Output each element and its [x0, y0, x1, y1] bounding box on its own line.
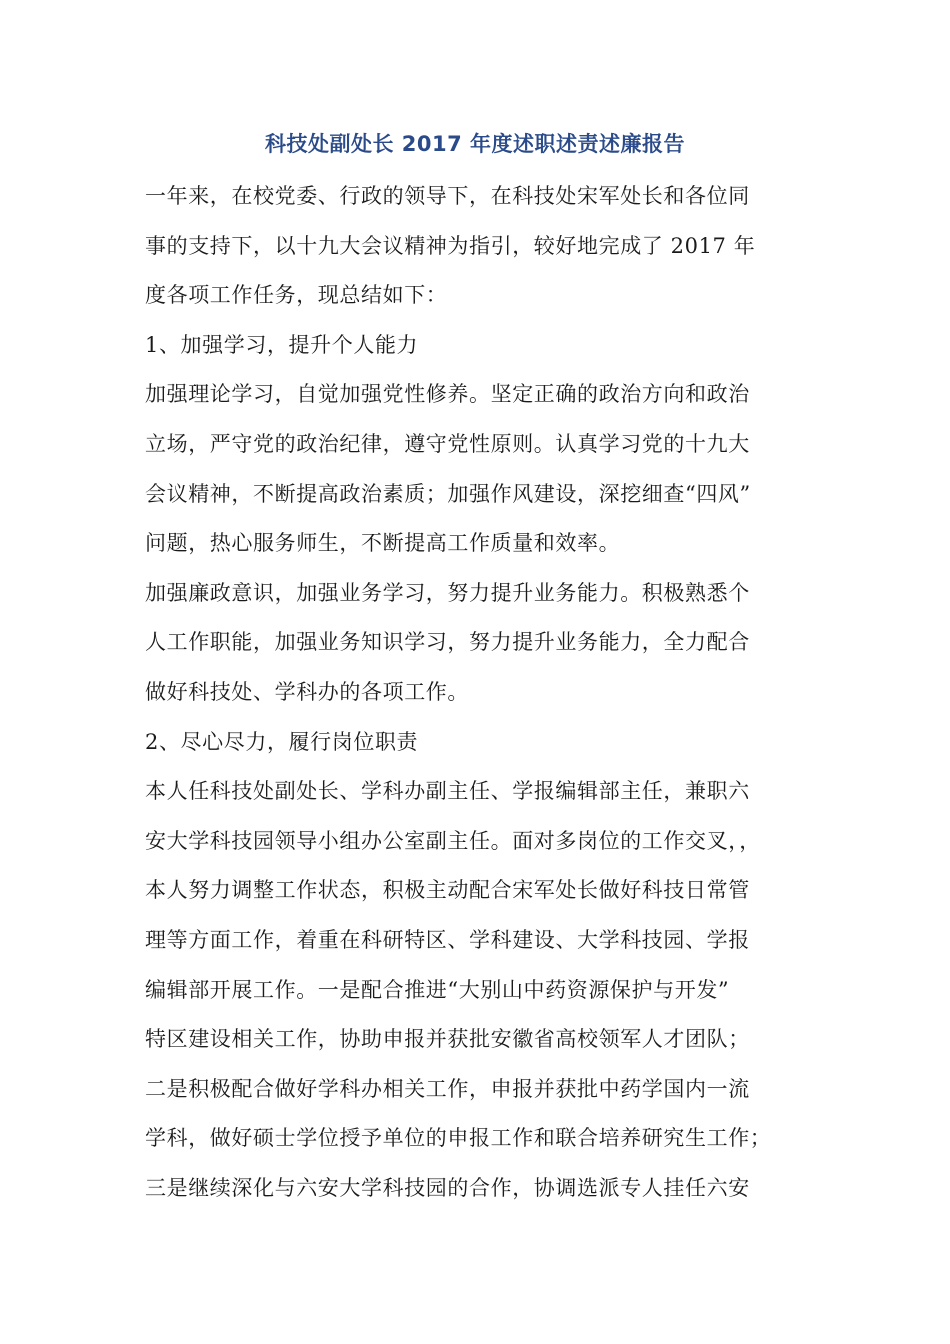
paragraph-line: 做好科技处、学科办的各项工作。 — [145, 679, 469, 704]
paragraph-line: 人工作职能，加强业务知识学习，努力提升业务能力，全力配合 — [145, 630, 750, 655]
paragraph-line: 事的支持下，以十九大会议精神为指引，较好地完成了 2017 年 — [145, 233, 756, 258]
section-heading: 1、加强学习，提升个人能力 — [145, 332, 419, 357]
paragraph-line: 度各项工作任务，现总结如下： — [145, 283, 448, 308]
paragraph-line: 编辑部开展工作。一是配合推进“大别山中药资源保护与开发” — [145, 977, 730, 1002]
paragraph-line: 本人任科技处副处长、学科办副主任、学报编辑部主任，兼职六 — [145, 779, 750, 804]
paragraph-line: 加强理论学习，自觉加强党性修养。坚定正确的政治方向和政治 — [145, 382, 750, 407]
paragraph-line: 二是积极配合做好学科办相关工作，申报并获批中药学国内一流 — [145, 1076, 750, 1101]
paragraph-line: 本人努力调整工作状态，积极主动配合宋军处长做好科技日常管 — [145, 878, 750, 903]
document-title: 科技处副处长 2017 年度述职述责述廉报告 — [264, 132, 686, 156]
paragraph-line: 安大学科技园领导小组办公室副主任。面对多岗位的工作交叉，， — [145, 828, 761, 853]
document-body — [145, 172, 805, 1213]
paragraph-line: 理等方面工作，着重在科研特区、学科建设、大学科技园、学报 — [145, 927, 750, 952]
paragraph-line: 学科，做好硕士学位授予单位的申报工作和联合培养研究生工作； — [145, 1126, 772, 1151]
section-heading: 2、尽心尽力，履行岗位职责 — [145, 729, 419, 754]
paragraph-line: 三是继续深化与六安大学科技园的合作，协调选派专人挂任六安 — [145, 1175, 750, 1200]
paragraph-line: 问题，热心服务师生，不断提高工作质量和效率。 — [145, 531, 621, 556]
paragraph-line: 特区建设相关工作，协助申报并获批安徽省高校领军人才团队； — [145, 1027, 750, 1052]
paragraph-line: 一年来，在校党委、行政的领导下，在科技处宋军处长和各位同 — [145, 184, 750, 208]
paragraph-line: 立场，严守党的政治纪律，遵守党性原则。认真学习党的十九大 — [145, 431, 750, 456]
paragraph-line: 加强廉政意识，加强业务学习，努力提升业务能力。积极熟悉个 — [145, 580, 750, 605]
paragraph-line: 会议精神，不断提高政治素质；加强作风建设，深挖细查“四风” — [145, 481, 751, 506]
